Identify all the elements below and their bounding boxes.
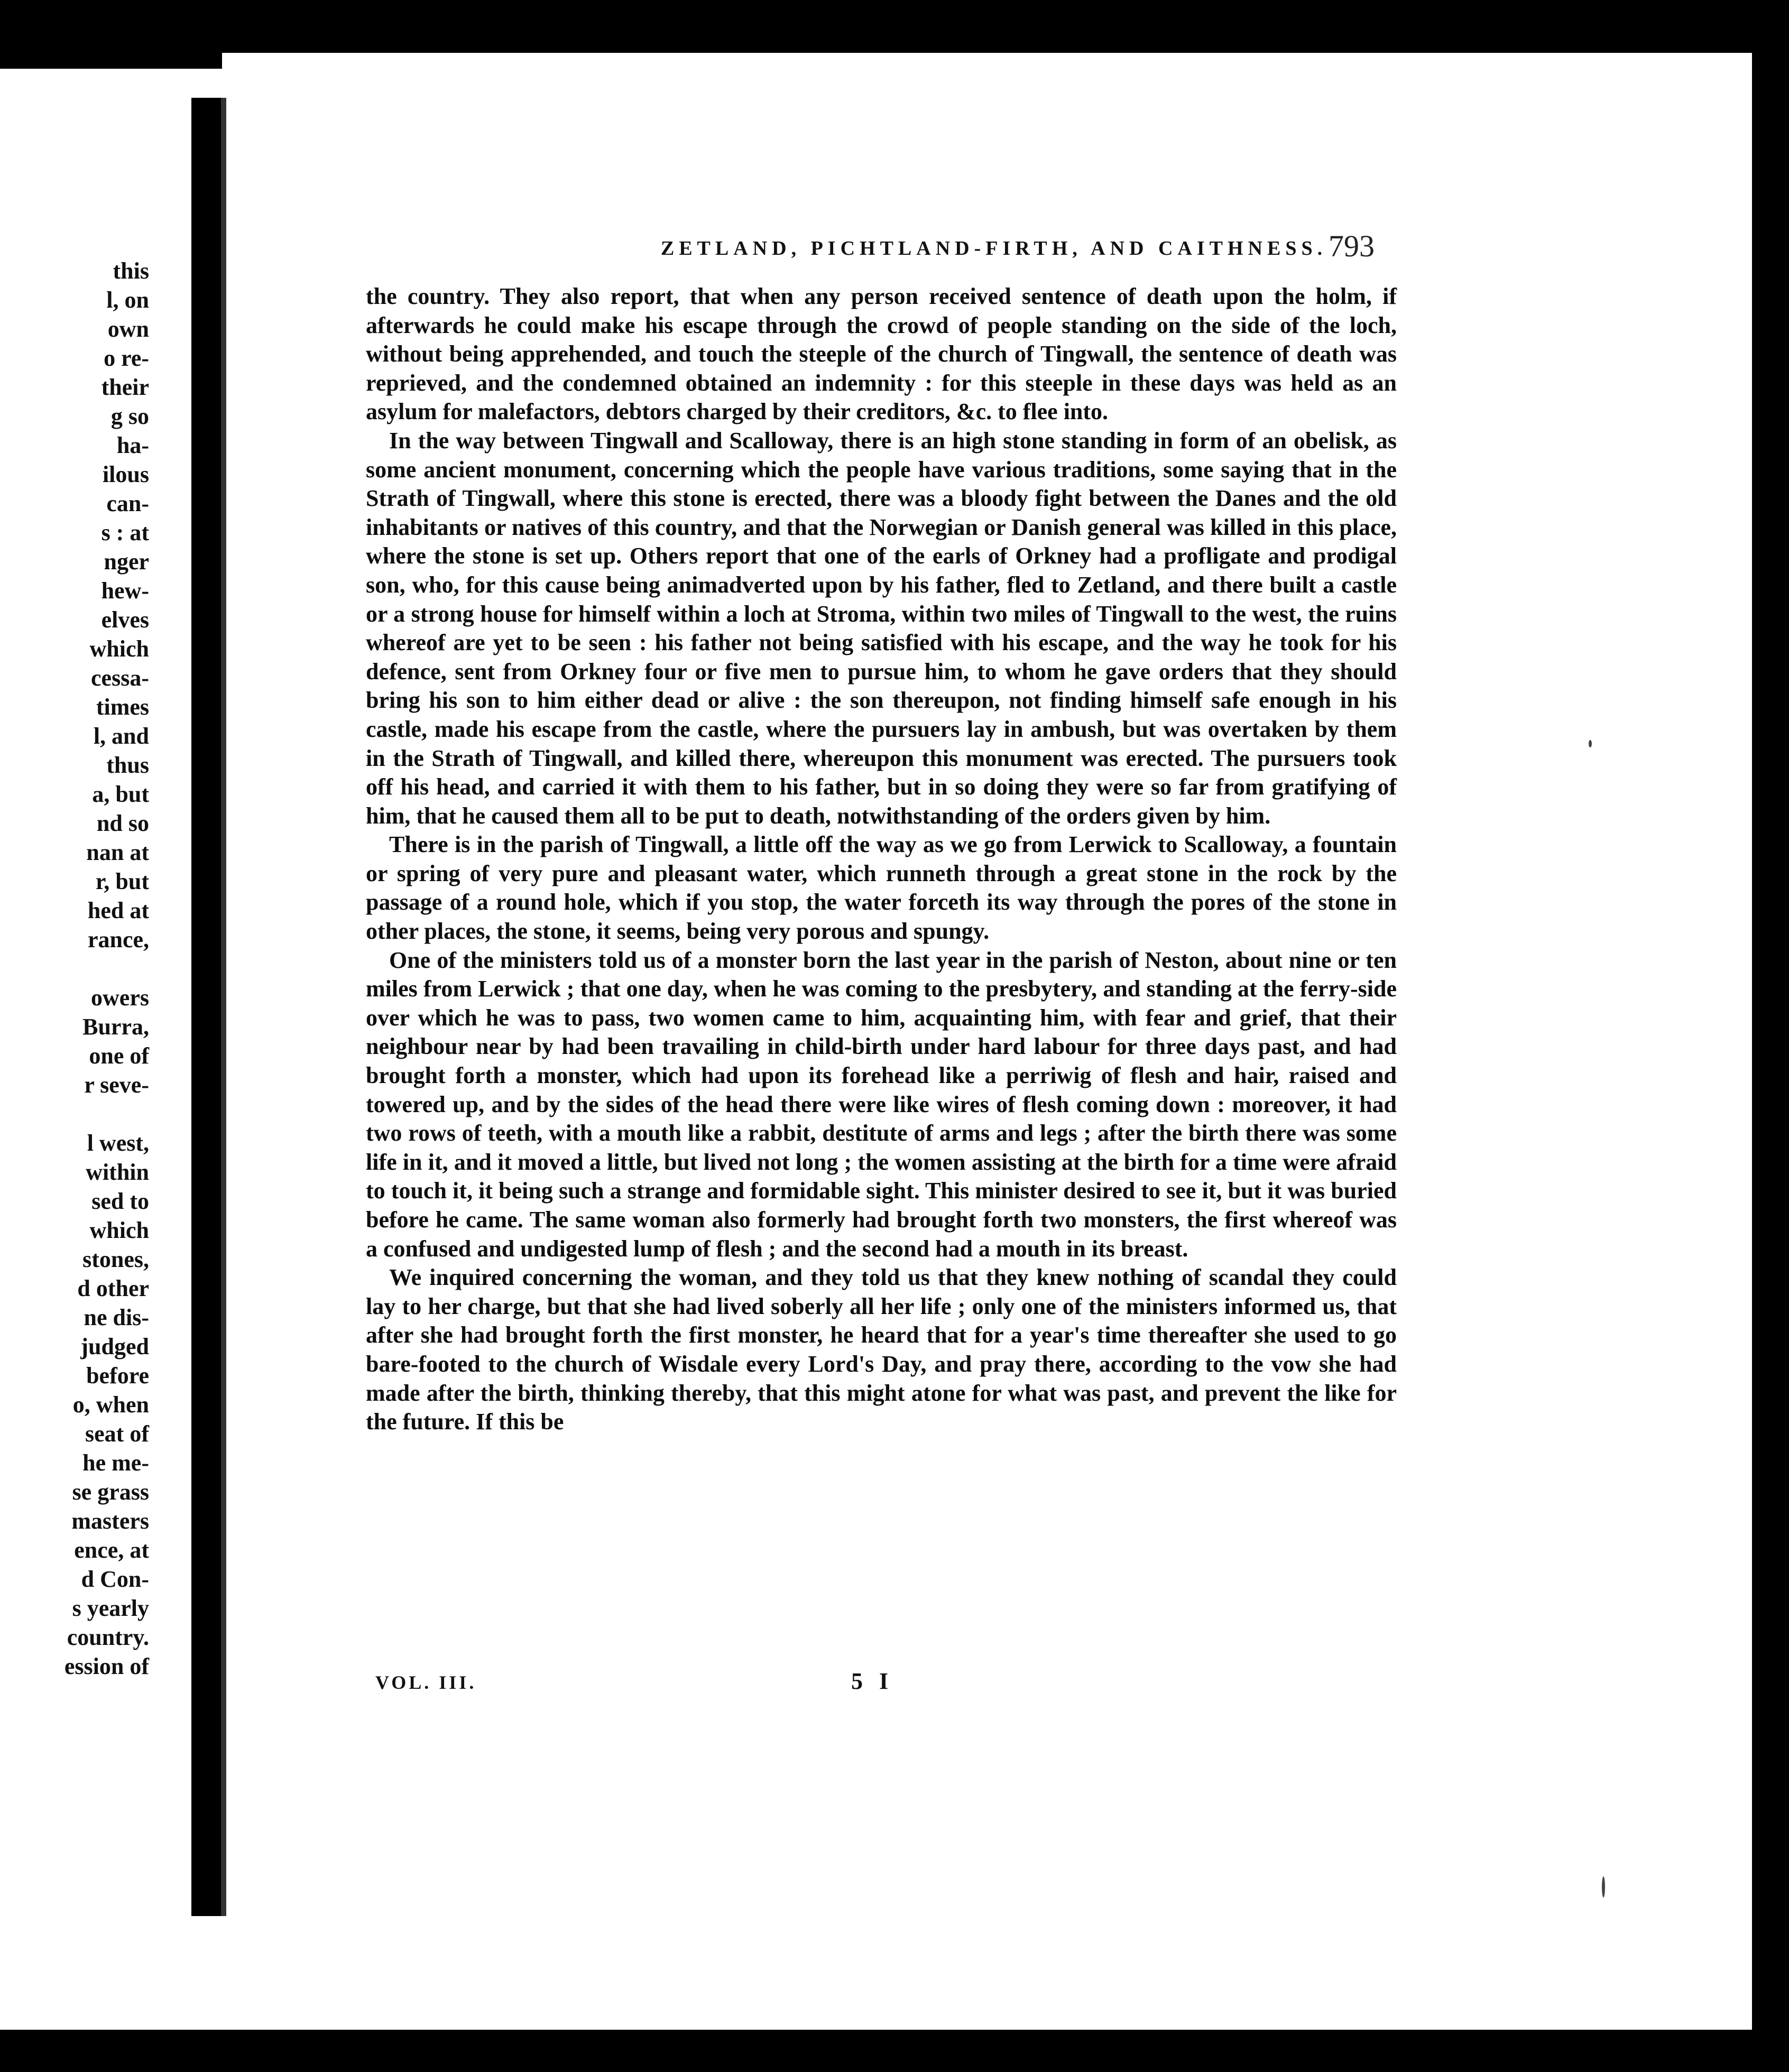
left-page-line: sed to [91,1188,149,1214]
left-page-line: hed at [87,898,149,923]
scan-border-bottom [0,2030,1789,2072]
left-page-line: cessa- [91,665,149,691]
left-page-line: elves [101,607,149,633]
left-page-line: s : at [101,520,149,545]
left-page-fragment [0,53,159,2030]
running-head: ZETLAND, PICHTLAND-FIRTH, AND CAITHNESS. [660,237,1327,260]
page-number: 793 [1329,229,1375,263]
left-page-line: o, when [72,1392,149,1418]
left-page-line: this [113,258,149,284]
left-page-line: Burra, [82,1014,149,1040]
paragraph: the country. They also report, that when any person received sentence of death upon the holm, if afterwards he could make his escape through the crowd of people standing on the side of the loch, without being apprehended, and touch the steeple of the church of Tingwall, the sentence of death was reprieved, and the condemned obtained an indemnity : for this steeple in these days was held as an asylum for malefactors, debtors charged by their creditors, &c. to flee into. [366,283,1397,425]
left-page-line: own [107,316,149,342]
footer-volume: VOL. III. [375,1672,477,1693]
left-page-line: r, but [95,868,149,894]
gutter-bar [191,98,221,1916]
footer-signature: 5 I [851,1668,894,1694]
left-page-line: ilous [102,461,149,487]
left-page-line: ence, at [74,1537,149,1563]
left-page-line: nan at [86,839,149,865]
left-page-line: ession of [64,1653,149,1679]
left-page-line: nd so [96,810,149,836]
left-page-line: g so [110,403,149,429]
left-page-line: ha- [116,432,149,458]
left-page-line: r seve- [84,1072,149,1098]
left-page-line: l, on [106,287,149,313]
left-page-line: times [96,694,149,720]
gutter-shadow [159,74,191,1998]
left-page-line: se grass [72,1479,149,1505]
right-page [227,58,1750,2030]
left-page-line: l, and [93,723,149,749]
paragraph: One of the ministers told us of a monster born the last year in the parish of Neston, about nine or ten miles from Lerwick ; that one day, when he was coming to the presbytery, and standing at the ferry-side over which he was to pass, two women came to him, acquainting him, with fear and grief, that their neighbour near by had been travailing in child-birth under hard labour for three days past, and had brought forth a monster, which had upon its forehead like a perriwig of flesh and hair, raised and towered up, and by the sides of the head there were like wires of flesh coming down : moreover, it had two rows of teeth, with a mouth like a rabbit, destitute of arms and legs ; after the birth there was some life in it, and it moved a little, but lived not long ; the women assisting at the birth for a time were afraid to touch it, it being such a strange and formidable sight. This minister desired to see it, but it was buried before he came. The same woman also formerly had brought forth two monsters, the first whereof was a confused and undigested lump of flesh ; and the second had a mouth in its breast. [366,947,1397,1262]
left-page-line: masters [71,1508,149,1534]
left-page-line: their [101,374,149,400]
paragraph: In the way between Tingwall and Scalloway, there is an high stone standing in form of an obelisk, as some ancient monument, concerning which the people have various traditions, some saying that in the Strath of Tingwall, where this stone is erected, there was a bloody fight between the Danes and the old inhabitants or natives of this country, and that the Norwegian or Danish general was killed in this place, where the stone is set up. Others report that one of the earls of Orkney had a profligate and prodigal son, who, for this cause being animadverted upon by his father, fled to Zetland, and there built a castle or a strong house for himself within a loch at Stroma, within two miles of Tingwall to the west, the ruins whereof are yet to be seen : his father not being satisfied with his escape, and the way he took for his defence, sent from Orkney four or five men to pursue him, to whom he gave orders that they should bring his son to him either dead or alive : the son thereupon, not finding himself safe enough in his castle, made his escape from the castle, where the pursuers lay in ambush, but was overtaken by them in the Strath of Tingwall, and killed there, whereupon this monument was erected. The pursuers took off his head, and carried it with them to his father, but in so doing they were so far from gratifying of him, that he caused them all to be put to death, notwithstanding of the orders given by him. [366,427,1397,829]
left-page-line: country. [67,1624,149,1650]
scan-border-right [1752,0,1789,2072]
left-page-line: a, but [92,781,149,807]
left-page-line: judged [80,1334,149,1359]
gutter-edge [221,98,226,1916]
left-page-line: ne dis- [84,1305,149,1330]
left-page-line: nger [104,549,149,575]
left-page-line: seat of [85,1421,149,1447]
left-page-line: hew- [101,578,149,604]
left-page-line: o re- [104,345,149,371]
left-page-line: l west, [87,1130,149,1156]
paragraph: We inquired concerning the woman, and they told us that they knew nothing of scandal they could lay to her charge, but that she had lived soberly all her life ; only one of the ministers informed us, that after she had brought forth the first monster, he heard that for a year's time thereafter she used to go bare-footed to the church of Wisdale every Lord's Day, and pray there, according to the vow she had made after the birth, thinking thereby, that this might atone for what was past, and prevent the like for the future. If this be [366,1264,1397,1435]
left-page-line: can- [106,491,149,516]
left-page-line: he me- [82,1450,149,1476]
left-page-line: before [86,1363,149,1389]
scan-speck [1602,1876,1605,1898]
left-page-line: owers [91,985,149,1011]
left-page-line: within [86,1159,149,1185]
scan-speck [1589,740,1592,747]
left-page-line: d Con- [81,1566,149,1592]
left-page-line: which [89,636,149,662]
left-page-line: which [89,1217,149,1243]
body-text [366,282,1397,1437]
left-page-line: thus [106,752,149,778]
left-page-line: one of [89,1043,149,1069]
left-page-line: d other [77,1275,149,1301]
left-page-line: s yearly [72,1595,149,1621]
scan-border-top [0,0,1789,53]
left-page-line: rance, [87,927,149,952]
gutter-bar-top [0,53,222,69]
left-page-line: stones, [82,1246,149,1272]
paragraph: There is in the parish of Tingwall, a little off the way as we go from Lerwick to Scalloway, a fountain or spring of very pure and pleasant water, which runneth through a great stone in the rock by the passage of a round hole, which if you stop, the water forceth its way through the pores of the stone in other places, the stone, it seems, being very porous and spungy. [366,831,1397,945]
